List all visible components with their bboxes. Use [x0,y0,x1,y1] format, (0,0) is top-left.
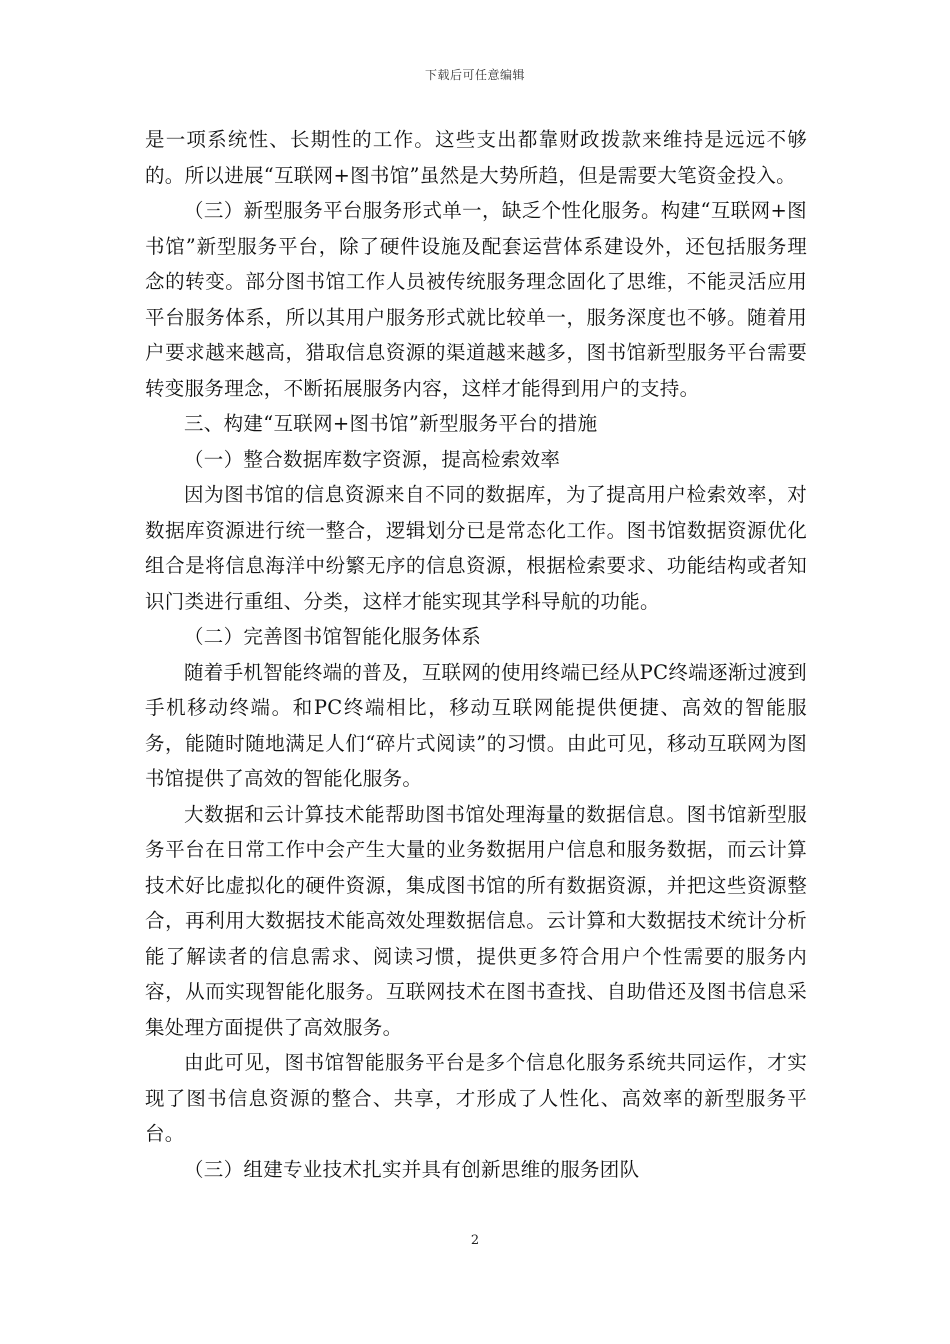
page-number: 2 [470,1233,480,1248]
paragraph-3: 因为图书馆的信息资源来自不同的数据库，为了提高用户检索效率，对数据库资源进行统一整合，逻辑划分已是常态化工作。图书馆数据资源优化组合是将信息海洋中纷繁无序的信息资源，根据检索要求、功能结构或者知识门类进行重组、分类，这样才能实现其学科导航的功能。 [145,483,807,613]
subsection-heading-1: （一）整合数据库数字资源，提高检索效率 [184,447,561,471]
paragraph-1: 是一项系统性、长期性的工作。这些支出都靠财政拨款来维持是远远不够的。所以进展“互联网+图书馆”虽然是大势所趋，但是需要大笔资金投入。 [145,128,807,187]
paragraph-5: 大数据和云计算技术能帮助图书馆处理海量的数据信息。图书馆新型服务平台在日常工作中会产生大量的业务数据用户信息和服务数据，而云计算技术好比虚拟化的硬件资源，集成图书馆的所有数据资源，并把这些资源整合，再利用大数据技术能高效处理数据信息。云计算和大数据技术统计分析能了解读者的信息需求、阅读习惯，提供更多符合用户个性需要的服务内容，从而实现智能化服务。互联网技术在图书查找、自助借还及图书信息采集处理方面提供了高效服务。 [145,802,807,1039]
subsection-heading-3: （三）组建专业技术扎实并具有创新思维的服务团队 [184,1157,640,1181]
section-heading-3: 三、构建“互联网+图书馆”新型服务平台的措施 [184,412,598,435]
document-body [145,122,807,1187]
paragraph-6: 由此可见，图书馆智能服务平台是多个信息化服务系统共同运作，才实现了图书信息资源的整合、共享，才形成了人性化、高效率的新型服务平台。 [145,1051,807,1145]
subsection-heading-2: （二）完善图书馆智能化服务体系 [184,625,482,648]
page-header: 下载后可任意编辑 [424,68,525,82]
paragraph-4: 随着手机智能终端的普及，互联网的使用终端已经从PC终端逐渐过渡到手机移动终端。和PC终端相比，移动互联网能提供便捷、高效的智能服务，能随时随地满足人们“碎片式阅读”的习惯。由此可见，移动互联网为图书馆提供了高效的智能化服务。 [145,660,807,790]
paragraph-2: （三）新型服务平台服务形式单一，缺乏个性化服务。构建“互联网+图书馆”新型服务平台，除了硬件设施及配套运营体系建设外，还包括服务理念的转变。部分图书馆工作人员被传统服务理念固化了思维，不能灵活应用平台服务体系，所以其用户服务形式就比较单一，服务深度也不够。随着用户要求越来越高，猎取信息资源的渠道越来越多，图书馆新型服务平台需要转变服务理念，不断拓展服务内容，这样才能得到用户的支持。 [145,199,807,400]
